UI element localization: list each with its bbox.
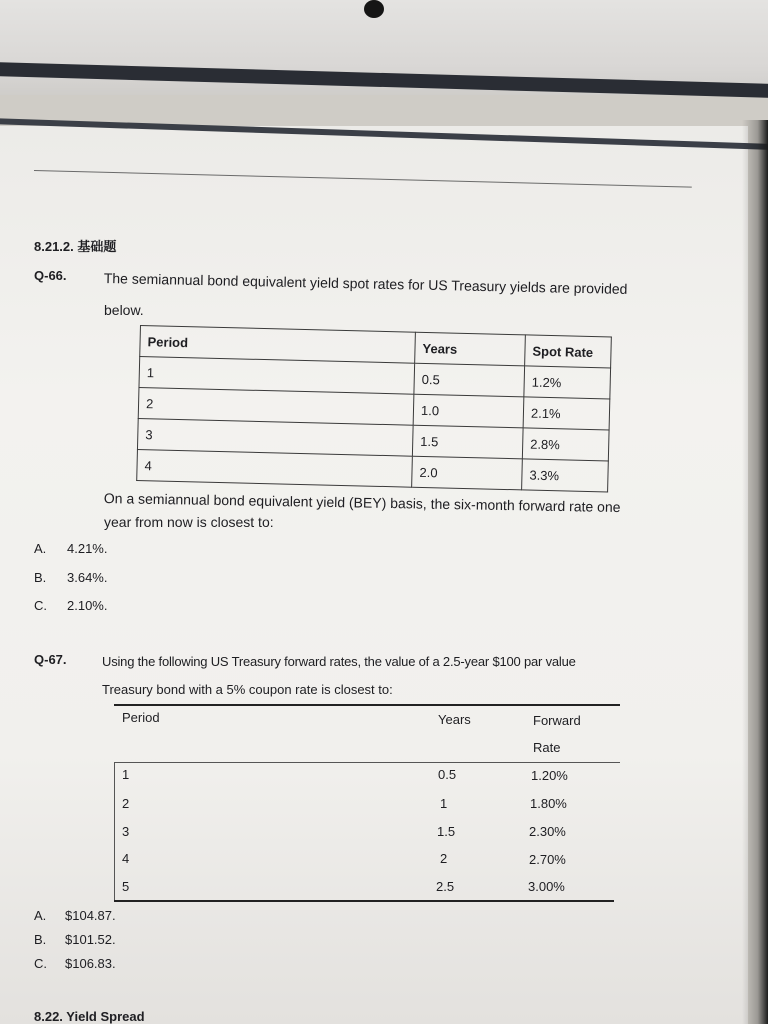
q66-question-line1: On a semiannual bond equivalent yield (BEY) basis, the six-month forward rate one <box>103 490 621 516</box>
q66-option-c-letter: C. <box>34 598 47 613</box>
cell-spot-rate: 3.3% <box>522 459 609 492</box>
cell-period: 2 <box>122 796 130 811</box>
cell-years: 0.5 <box>414 363 525 397</box>
cell-period: 1 <box>139 357 415 395</box>
q67-option-a-letter: A. <box>34 908 47 923</box>
column-header-forward: Forward <box>533 713 581 728</box>
q66-stem-line1: The semiannual bond equivalent yield spot rates for US Treasury yields are provided <box>103 270 628 297</box>
q67-option-b-letter: B. <box>34 932 47 947</box>
document-page <box>0 126 748 1024</box>
q67-option-a-text: $104.87. <box>65 908 116 923</box>
cell-years: 1.5 <box>437 824 456 839</box>
table-header-rule <box>114 762 620 763</box>
table-top-rule <box>114 704 620 706</box>
cell-years: 1.5 <box>412 425 523 459</box>
table-bottom-rule <box>114 900 614 902</box>
q66-stem-line2: below. <box>104 302 144 318</box>
cell-years: 2 <box>440 851 448 866</box>
cell-forward-rate: 2.70% <box>529 852 566 867</box>
table-left-border <box>114 763 115 900</box>
cell-years: 2.0 <box>412 456 523 490</box>
cell-years: 2.5 <box>436 879 455 894</box>
cell-period: 1 <box>122 767 130 782</box>
column-header-years: Years <box>415 332 526 366</box>
q67-number: Q-67. <box>34 652 67 667</box>
q66-option-c-text: 2.10%. <box>67 598 108 613</box>
cell-forward-rate: 2.30% <box>529 824 566 839</box>
q67-stem-line1: Using the following US Treasury forward rates, the value of a 2.5-year $100 par value <box>102 654 576 669</box>
column-header-spot-rate: Spot Rate <box>525 335 612 368</box>
cell-spot-rate: 1.2% <box>524 366 611 399</box>
section-heading: 8.21.2. 基础题 <box>34 239 117 254</box>
column-header-period: Period <box>140 326 416 364</box>
cell-period: 3 <box>122 824 130 839</box>
cell-years: 0.5 <box>438 767 457 782</box>
q66-option-a-text: 4.21%. <box>67 541 108 556</box>
binder-hole <box>364 0 384 18</box>
q66-option-a-letter: A. <box>34 541 47 556</box>
q66-option-b-letter: B. <box>34 570 47 585</box>
cell-forward-rate: 1.20% <box>531 768 568 783</box>
q66-number: Q-66. <box>34 268 67 283</box>
next-section-heading: 8.22. Yield Spread <box>34 1009 145 1024</box>
column-header-rate: Rate <box>533 740 561 755</box>
cell-years: 1.0 <box>413 394 524 428</box>
cell-spot-rate: 2.1% <box>523 397 610 430</box>
cell-period: 4 <box>122 851 130 866</box>
cell-forward-rate: 1.80% <box>530 796 567 811</box>
cell-forward-rate: 3.00% <box>528 879 565 894</box>
cell-period: 2 <box>138 387 414 425</box>
cell-years: 1 <box>440 796 448 811</box>
q67-option-c-text: $106.83. <box>65 956 116 971</box>
column-header-years: Years <box>438 712 471 727</box>
page-edge-shadow <box>742 120 768 1024</box>
q66-question-line2: year from now is closest to: <box>104 514 274 530</box>
q67-option-b-text: $101.52. <box>65 932 116 947</box>
cell-period: 5 <box>122 879 130 894</box>
q66-spot-rate-table <box>136 325 612 492</box>
cell-period: 3 <box>137 418 413 456</box>
q67-stem-line2: Treasury bond with a 5% coupon rate is closest to: <box>102 682 393 697</box>
cell-spot-rate: 2.8% <box>522 428 609 461</box>
q67-option-c-letter: C. <box>34 956 47 971</box>
cell-period: 4 <box>137 449 413 487</box>
column-header-period: Period <box>122 710 160 725</box>
q66-option-b-text: 3.64%. <box>67 570 108 585</box>
